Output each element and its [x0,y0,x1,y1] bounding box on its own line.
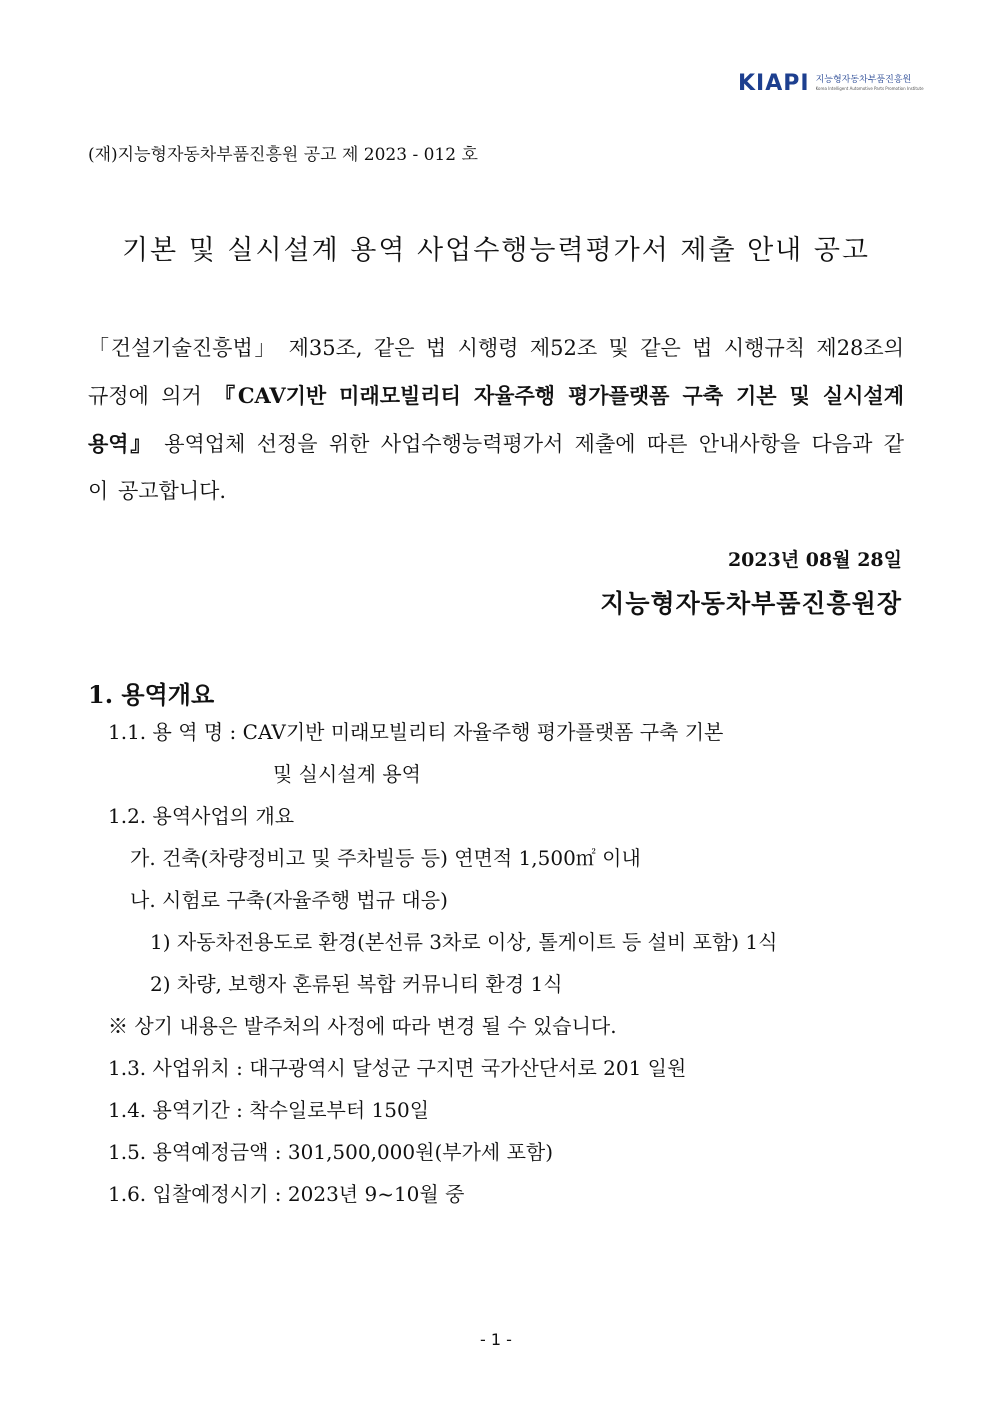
logo-name-ko: 지능형자동차부품진흥원 [815,74,912,85]
logo-mark: KIAPI [738,70,810,96]
item-service-name-cont: 및 실시설계 용역 [273,762,421,786]
notice-number: (재)지능형자동차부품진흥원 공고 제 2023 - 012 호 [88,145,478,165]
item-service-name: 1.1. 용 역 명 : CAV기반 미래모빌리티 자율주행 평가플랫폼 구축 기본 [108,720,724,744]
issuer-name: 지능형자동차부품진흥원장 [600,589,902,618]
item-overview-ga: 가. 건축(차량정비고 및 주차빌등 등) 연면적 1,500㎡ 이내 [130,846,641,870]
section-title: 1. 용역개요 [88,680,215,709]
intro-paragraph [88,325,904,515]
page-number: - 1 - [480,1330,512,1349]
document-title: 기본 및 실시설계 용역 사업수행능력평가서 제출 안내 공고 [121,235,871,266]
item-period: 1.4. 용역기간 : 착수일로부터 150일 [108,1098,430,1122]
item-overview-na-1: 1) 자동차전용도로 환경(본선류 3차로 이상, 톨게이트 등 설비 포함) 1식 [150,930,778,954]
item-location: 1.3. 사업위치 : 대구광역시 달성군 구지면 국가산단서로 201 일원 [108,1056,687,1080]
kiapi-logo [738,70,924,96]
intro-tail: 용역업체 선정을 위한 사업수행능력평가서 제출에 따른 안내사항을 다음과 같이 공고합니다. [88,432,904,503]
change-note: ※ 상기 내용은 발주처의 사정에 따라 변경 될 수 있습니다. [108,1014,617,1038]
item-overview-na-2: 2) 차량, 보행자 혼류된 복합 커뮤니티 환경 1식 [150,972,563,996]
notice-date: 2023년 08월 28일 [727,549,902,571]
item-bid-schedule: 1.6. 입찰예정시기 : 2023년 9~10월 중 [108,1182,465,1206]
project-name: 『CAV기반 미래모빌리티 자율주행 평가플랫폼 구축 기본 및 실시설계 용역』 [88,383,905,456]
item-budget: 1.5. 용역예정금액 : 301,500,000원(부가세 포함) [108,1140,554,1164]
item-service-overview: 1.2. 용역사업의 개요 [108,804,295,828]
logo-text [816,76,924,91]
item-overview-na: 나. 시험로 구축(자율주행 법규 대응) [130,888,448,912]
intro-lead: 「건설기술진흥법」 제35조, 같은 법 시행령 제52조 및 같은 법 시행규칙 제28조의 규정에 의거 [88,336,904,408]
logo-name-en: Korea Intelligent Automotive Parts Promotion Institute [815,85,924,91]
